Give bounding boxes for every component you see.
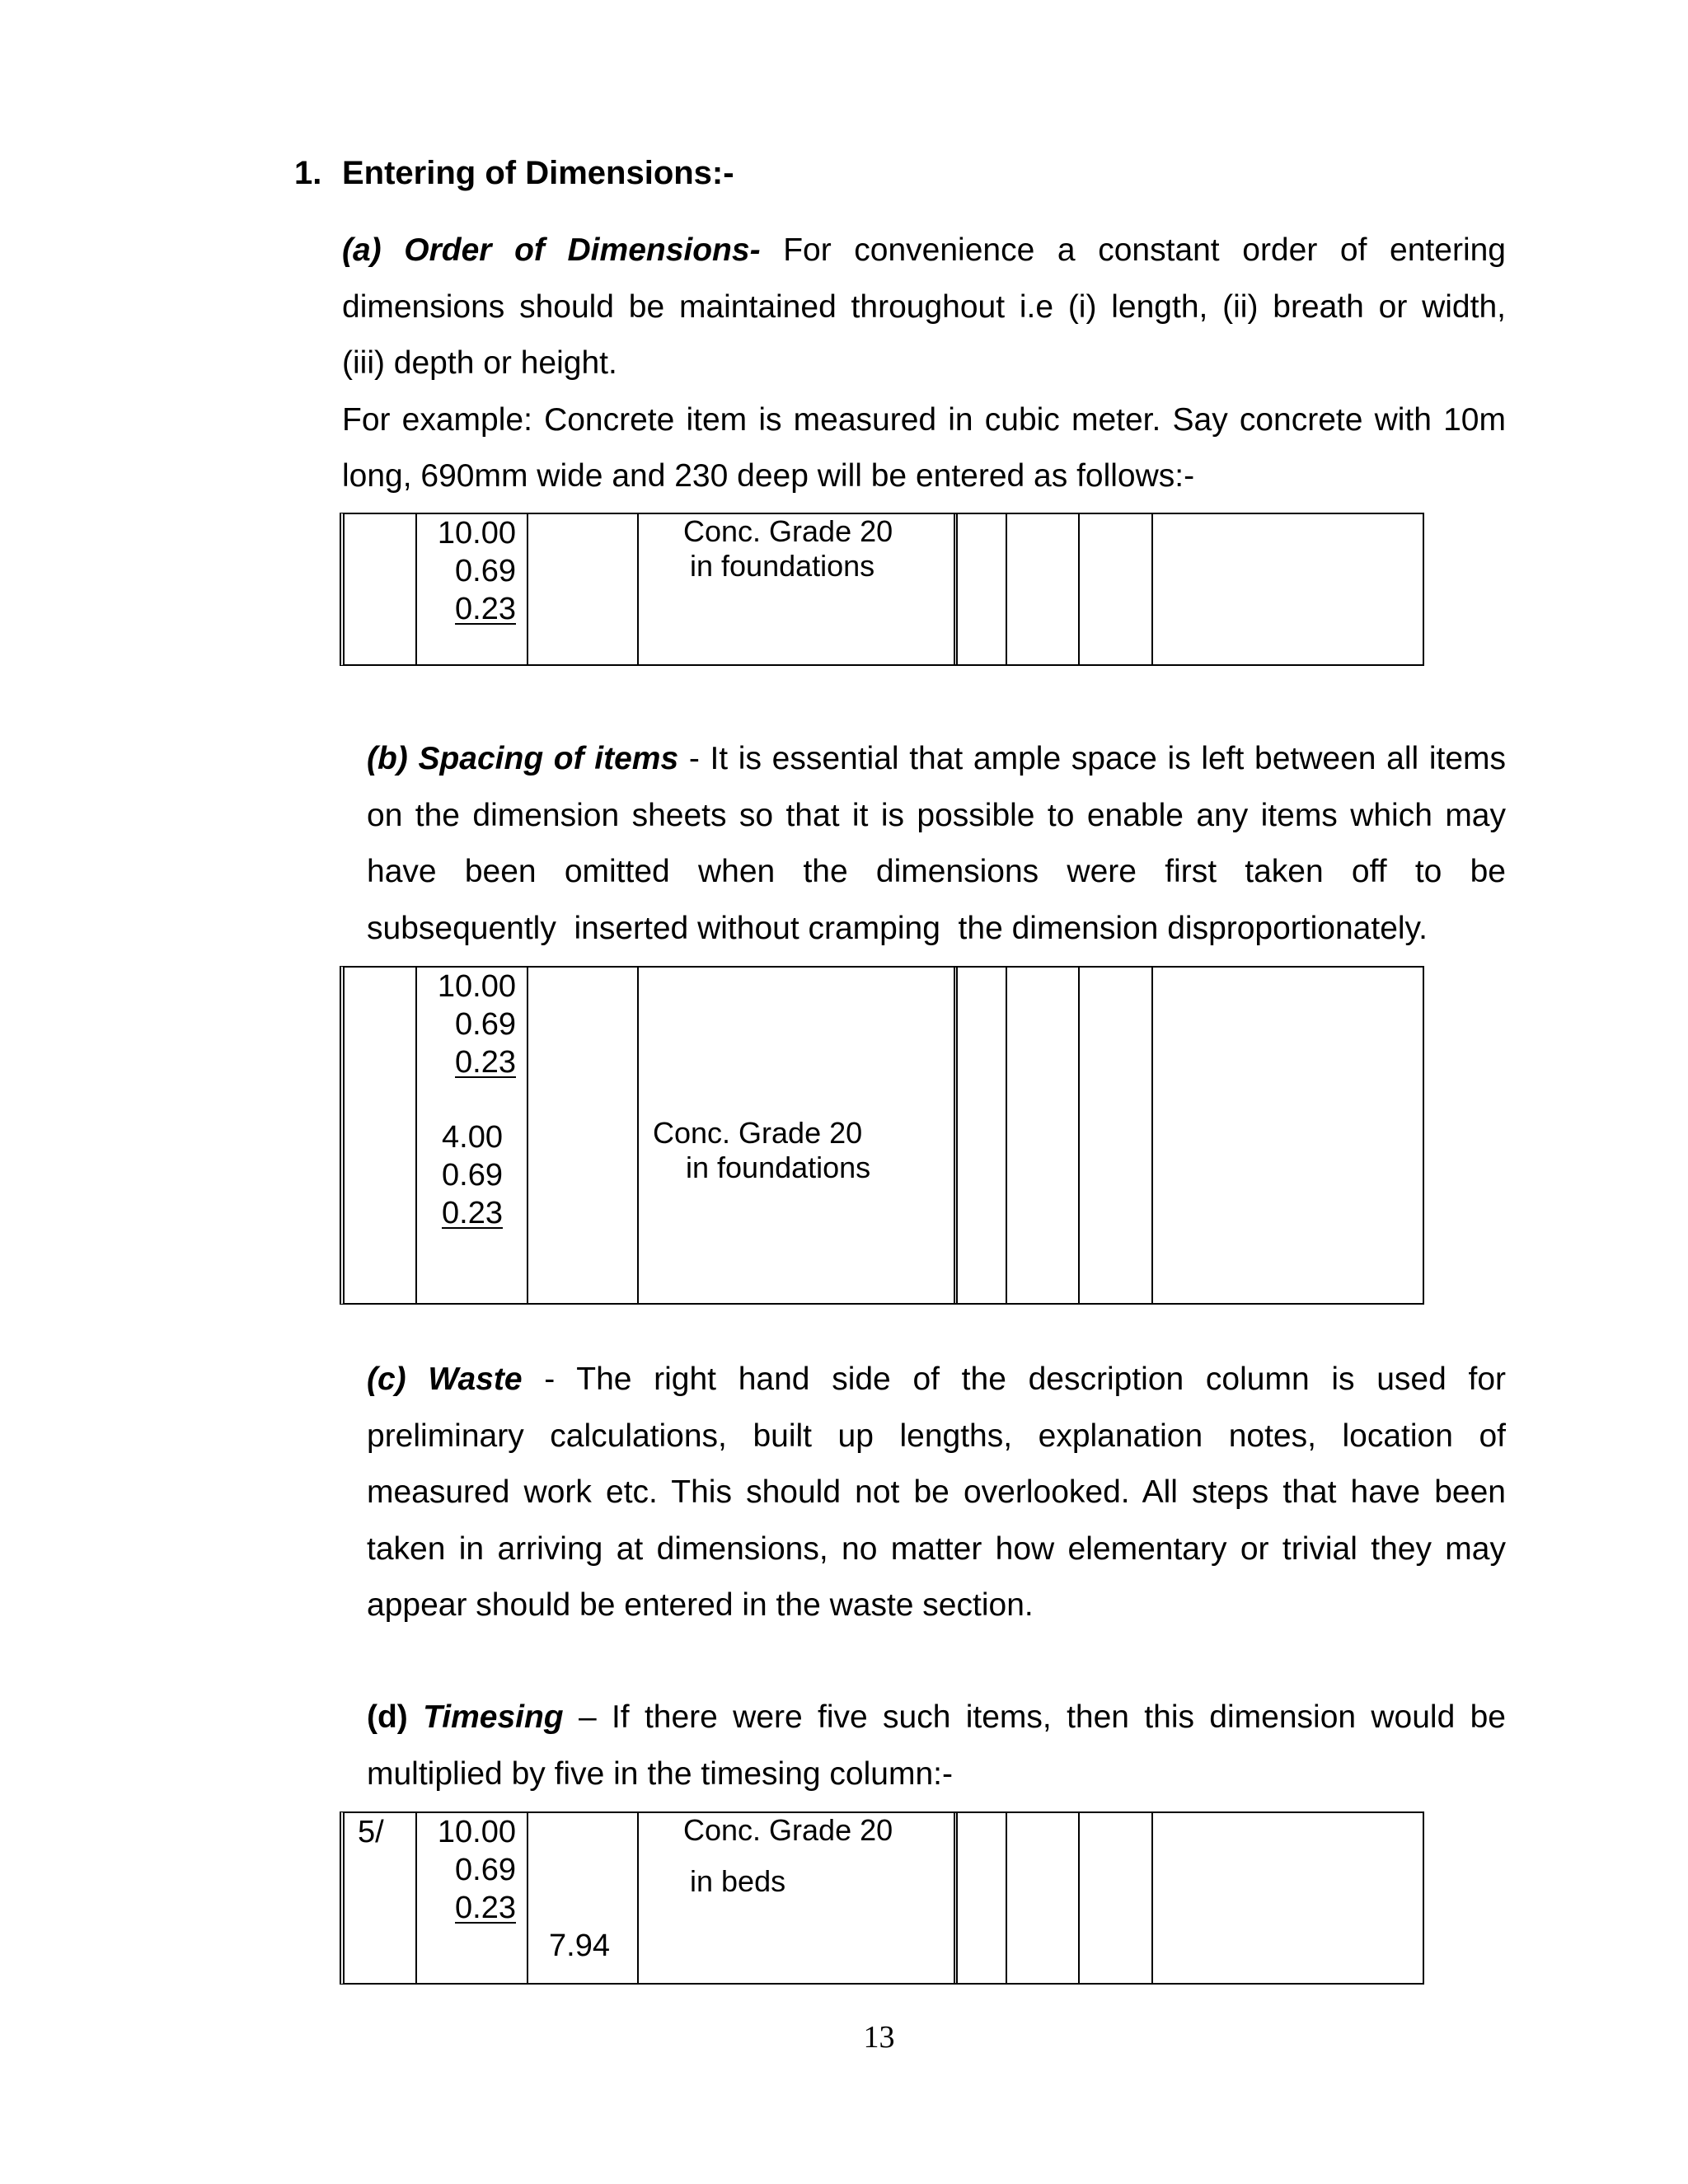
width-value: 0.69 bbox=[455, 554, 516, 588]
width-value: 0.69 bbox=[442, 1158, 503, 1193]
dimension-group-1 bbox=[434, 968, 516, 1081]
dimension-table-b bbox=[340, 966, 1424, 1305]
para-a-line-1: (a) Order of Dimensions- For convenience a constant order of entering bbox=[342, 232, 1506, 268]
para-d-line-1: (d) Timesing – If there were five such items, then this dimension would be bbox=[367, 1699, 1506, 1735]
paragraph-timesing bbox=[367, 1690, 1506, 1802]
dimension-column bbox=[434, 1813, 516, 1927]
length-value: 10.00 bbox=[437, 1815, 516, 1849]
para-c-line-4: taken in arriving at dimensions, no matter how elementary or trivial they may bbox=[367, 1530, 1506, 1567]
description-column bbox=[653, 1116, 870, 1185]
dimension-column bbox=[434, 514, 516, 628]
width-value: 0.69 bbox=[455, 1007, 516, 1042]
length-value: 4.00 bbox=[442, 1120, 503, 1155]
para-d-line-2: multiplied by five in the timesing column:- bbox=[367, 1755, 953, 1792]
description-column bbox=[683, 1813, 893, 1899]
depth-value: 0.23 bbox=[455, 592, 516, 626]
section-heading bbox=[294, 155, 734, 192]
description-line-2: in beds bbox=[690, 1864, 786, 1898]
paragraph-spacing-of-items bbox=[367, 731, 1506, 957]
para-a-line-3: (iii) depth or height. bbox=[342, 345, 617, 381]
para-c-line-2: preliminary calculations, built up lengths, explanation notes, location of bbox=[367, 1418, 1506, 1454]
paragraph-order-of-dimensions bbox=[342, 223, 1506, 505]
description-line-1: Conc. Grade 20 bbox=[683, 514, 893, 548]
dimension-table-d bbox=[340, 1811, 1424, 1985]
page-number: 13 bbox=[863, 2020, 895, 2055]
description-column bbox=[683, 514, 893, 583]
para-b-line-4: subsequently inserted without cramping the dimension disproportionately. bbox=[367, 910, 1428, 946]
description-line-2: in foundations bbox=[690, 549, 875, 583]
depth-value: 0.23 bbox=[442, 1196, 503, 1230]
heading-number: 1. bbox=[294, 155, 322, 191]
para-c-line-5: appear should be entered in the waste section. bbox=[367, 1587, 1034, 1623]
description-line-1: Conc. Grade 20 bbox=[653, 1116, 863, 1150]
length-value: 10.00 bbox=[437, 516, 516, 551]
description-line-1: Conc. Grade 20 bbox=[683, 1813, 893, 1847]
para-a-line-4: For example: Concrete item is measured in cubic meter. Say concrete with 10m bbox=[342, 401, 1506, 438]
depth-value: 0.23 bbox=[455, 1045, 516, 1080]
paragraph-waste bbox=[367, 1352, 1506, 1634]
description-line-2: in foundations bbox=[686, 1151, 871, 1184]
para-c-line-3: measured work etc. This should not be overlooked. All steps that have been bbox=[367, 1474, 1506, 1510]
dimension-group-2 bbox=[435, 1118, 509, 1232]
width-value: 0.69 bbox=[455, 1853, 516, 1887]
dimension-table-a bbox=[340, 513, 1424, 666]
para-b-line-3: have been omitted when the dimensions were first taken off to be bbox=[367, 854, 1506, 889]
para-c-line-1: (c) Waste - The right hand side of the description column is used for bbox=[367, 1361, 1506, 1397]
length-value: 10.00 bbox=[437, 969, 516, 1004]
squaring-value: 7.94 bbox=[549, 1929, 610, 1963]
timesing-value: 5/ bbox=[358, 1815, 384, 1849]
heading-title: Entering of Dimensions:- bbox=[342, 155, 734, 191]
para-a-line-2: dimensions should be maintained throughout i.e (i) length, (ii) breath or width, bbox=[342, 288, 1506, 325]
para-a-line-5: long, 690mm wide and 230 deep will be entered as follows:- bbox=[342, 458, 1195, 494]
para-b-line-1: (b) Spacing of items - It is essential that ample space is left between all items bbox=[367, 741, 1506, 776]
para-b-line-2: on the dimension sheets so that it is possible to enable any items which may bbox=[367, 797, 1506, 833]
depth-value: 0.23 bbox=[455, 1891, 516, 1925]
